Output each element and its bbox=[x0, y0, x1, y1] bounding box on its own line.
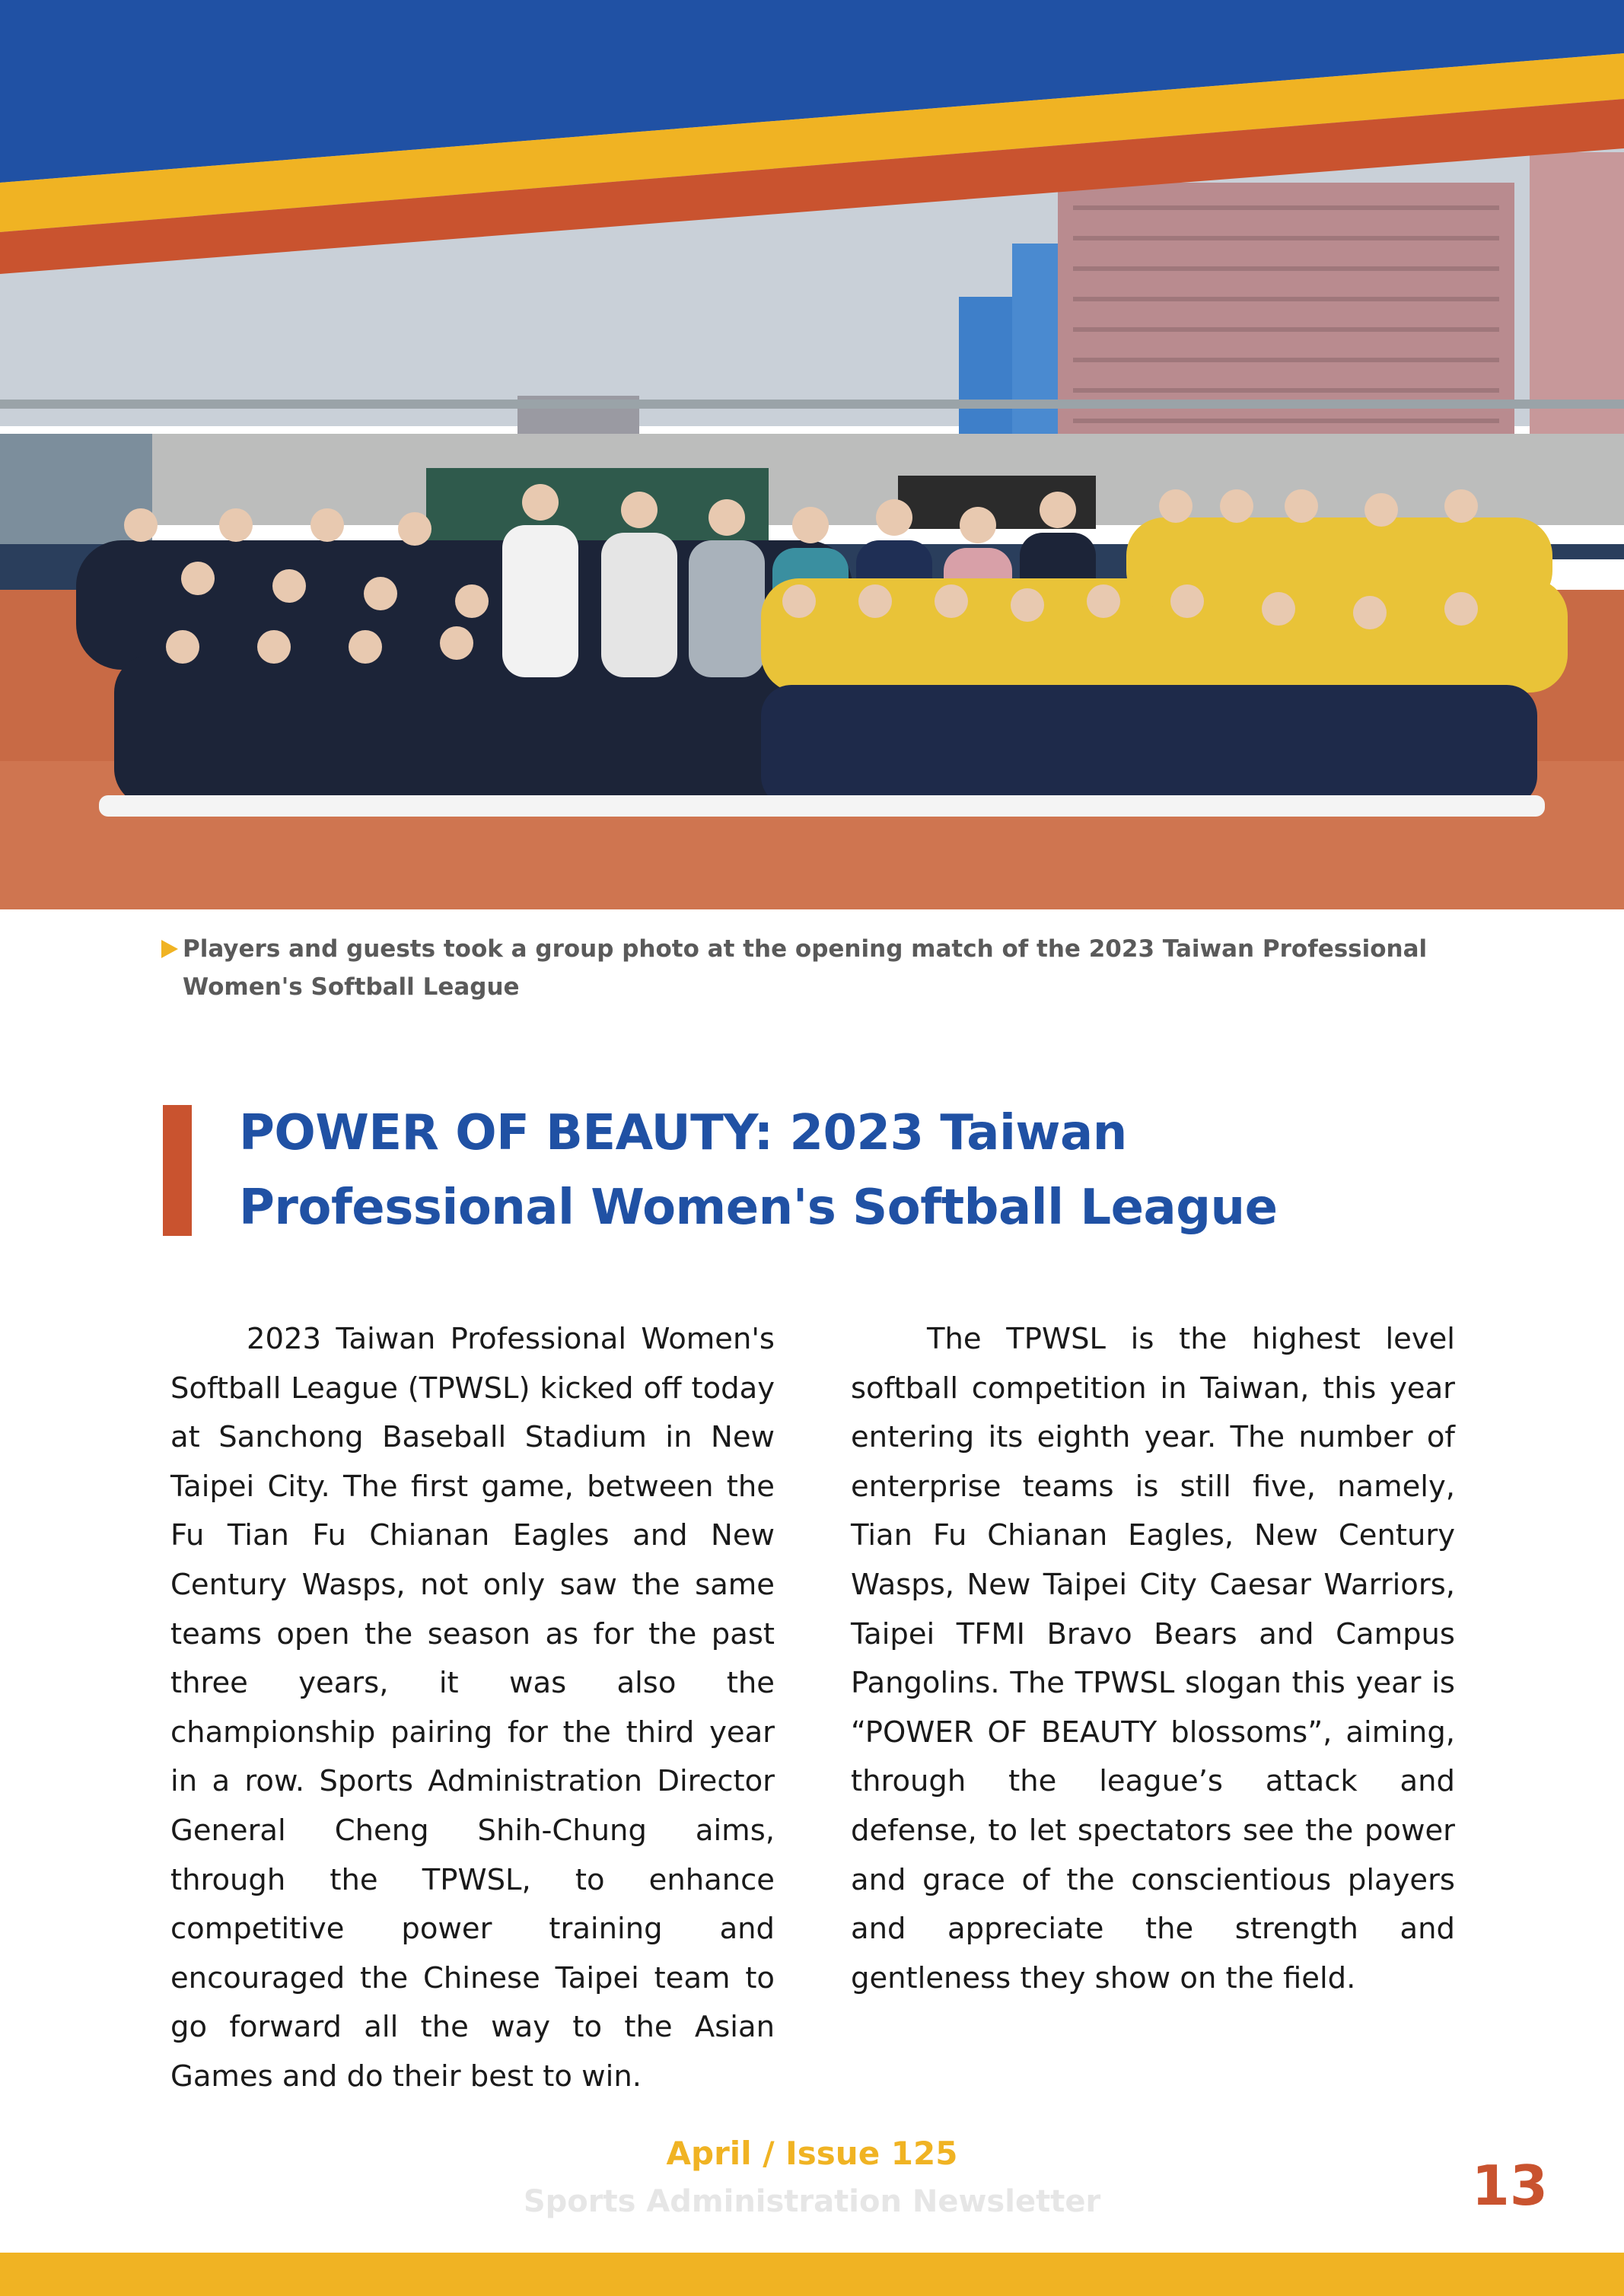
group-photo-illustration bbox=[0, 0, 1624, 909]
footer-issue: April / Issue 125 bbox=[666, 2135, 958, 2172]
title-line-1: POWER OF BEAUTY: 2023 Taiwan bbox=[239, 1105, 1127, 1161]
caption-text: Players and guests took a group photo at the opening match of the 2023 Taiwan Professional Women's Softball League bbox=[183, 935, 1428, 1001]
title-accent-bar bbox=[163, 1105, 192, 1236]
footer-bar bbox=[0, 2253, 1624, 2296]
photo-caption bbox=[161, 930, 1470, 1006]
footer-newsletter-name: Sports Administration Newsletter bbox=[523, 2184, 1101, 2219]
caption-arrow-icon bbox=[161, 940, 178, 958]
page-number: 13 bbox=[1471, 2154, 1548, 2218]
body-paragraph-right: The TPWSL is the highest level softball competition in Taiwan, this year entering its eighth year. The number of enterprise teams is still five, namely, Tian Fu Chianan Eagles, New Century Wasps, New Taipei City Caesar Warriors, Taipei TFMI Bravo Bears and Campus Pangolins. The TPWSL slogan this year is “POWER OF BEAUTY blossoms”, aiming, through the league’s attack and defense, to let spectators see the power and grace of the conscientious players and appreciate the strength and gentleness they show on the field. bbox=[851, 1322, 1455, 1995]
group-photo bbox=[0, 0, 1624, 909]
article-title bbox=[239, 1096, 1533, 1245]
body-paragraph-left: 2023 Taiwan Professional Women's Softball League (TPWSL) kicked off today at Sanchong Baseball Stadium in New Taipei City. The first game, between the Fu Tian Fu Chianan Eagles and New Century Wasps, not only saw the same teams open the season as for the past three years, it was also the championship pairing for the third year in a row. Sports Administration Director General Cheng Shih-Chung aims, through the TPWSL, to enhance competitive power training and encouraged the Chinese Taipei team to go forward all the way to the Asian Games and do their best to win. bbox=[170, 1322, 775, 2094]
title-line-2: Professional Women's Softball League bbox=[239, 1180, 1278, 1236]
